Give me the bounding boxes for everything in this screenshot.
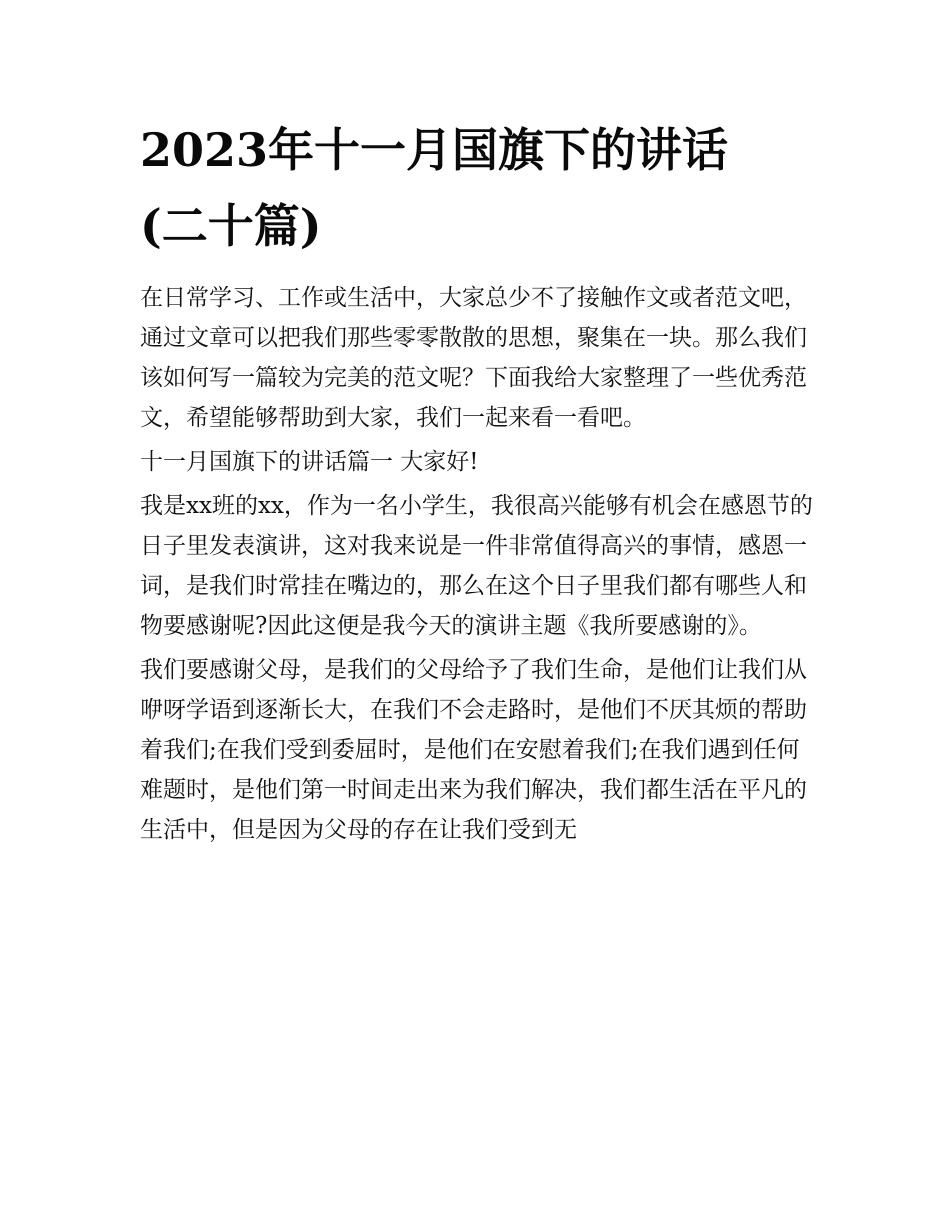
speech-paragraph-1: 我是xx班的xx，作为一名小学生，我很高兴能够有机会在感恩节的日子里发表演讲，这对我来说是一件非常值得高兴的事情，感恩一词，是我们时常挂在嘴边的，那么在这个日子里我们都有哪些人和物要感谢呢?因此这便是我今天的演讲主题《我所要感谢的》。 bbox=[140, 493, 813, 639]
speech-paragraph-2: 我们要感谢父母，是我们的父母给予了我们生命，是他们让我们从咿呀学语到逐渐长大，在我们不会走路时，是他们不厌其烦的帮助着我们;在我们受到委屈时，是他们在安慰着我们;在我们遇到任何难题时，是他们第一时间走出来为我们解决，我们都生活在平凡的生活中，但是因为父母的存在让我们受到无 bbox=[140, 657, 807, 843]
section-heading-paragraph: 十一月国旗下的讲话篇一 大家好! bbox=[140, 449, 479, 475]
intro-paragraph: 在日常学习、工作或生活中，大家总少不了接触作文或者范文吧，通过文章可以把我们那些零零散散的思想，聚集在一块。那么我们该如何写一篇较为完美的范文呢？下面我给大家整理了一些优秀范文，希望能够帮助到大家，我们一起来看一看吧。 bbox=[140, 285, 807, 431]
document-title bbox=[140, 112, 820, 264]
title-line-2: (二十篇) bbox=[140, 199, 322, 253]
document-body bbox=[140, 278, 820, 850]
title-line-1: 2023年十一月国旗下的讲话 bbox=[140, 123, 729, 177]
document-page bbox=[140, 112, 820, 854]
